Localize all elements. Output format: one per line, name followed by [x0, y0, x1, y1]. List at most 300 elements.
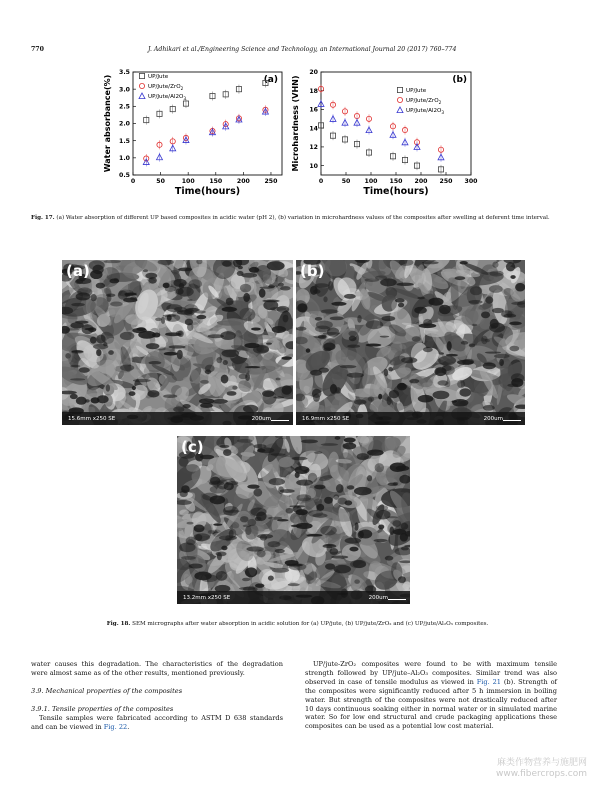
chart-microhardness	[288, 62, 488, 212]
fig18-label: Fig. 18.	[106, 621, 131, 627]
sem-pore	[213, 399, 228, 404]
sem-pore	[163, 314, 176, 317]
sem-info-a: 15.6mm x250 SE	[68, 416, 116, 422]
panel-label: (a)	[263, 75, 278, 85]
sem-pore	[262, 390, 274, 397]
sem-pore	[452, 400, 458, 402]
sem-pore	[398, 383, 405, 389]
sem-pore	[481, 336, 487, 345]
sem-pore	[392, 520, 401, 527]
sem-pore	[106, 384, 110, 391]
sem-pore	[313, 393, 320, 401]
sem-pore	[511, 373, 524, 382]
sem-pore	[109, 278, 119, 283]
sem-pore	[155, 318, 162, 321]
sem-pore	[96, 335, 105, 344]
sem-pore	[367, 475, 372, 481]
sem-pore	[344, 438, 356, 443]
sem-pore	[447, 341, 452, 351]
sem-pore	[163, 283, 170, 289]
paragraph-right-1-end: (b). Strength of the composites were significantly reduced after 5 h immersion in boiling water. But strength of the composites were not drastically reduced after 10 days continuous soaking either in normal water or in simulated marine water. So for low end structural and crude packaging applications these composites can be used as a potential low cost material.	[305, 677, 557, 731]
sem-pore	[489, 271, 503, 277]
sem-pore	[240, 284, 251, 293]
sem-pore	[148, 390, 160, 397]
sem-pore	[328, 281, 333, 291]
sem-pore	[223, 506, 239, 516]
sem-pore	[257, 449, 265, 453]
sem-pore	[327, 545, 333, 553]
sem-pore	[282, 385, 292, 395]
paragraph-right-1-text: UP/jute-ZrO₂ composites were found to be with maximum tensile strength followed by UP/jute–Al₂O₃ composites. Similar trend was also observed in case of tensile modulus as viewed in	[305, 660, 557, 686]
sem-pore	[273, 396, 284, 398]
sem-pore	[216, 551, 227, 556]
sem-pore	[296, 494, 311, 501]
chart-water-absorbance	[100, 62, 290, 212]
sem-pore	[470, 286, 482, 295]
sem-pore	[152, 333, 160, 338]
sem-pore	[459, 388, 471, 397]
sem-pore	[277, 519, 289, 522]
sem-pore	[378, 524, 384, 529]
sem-pore	[146, 343, 160, 349]
sem-pore	[120, 332, 135, 340]
sem-pore	[419, 323, 437, 328]
sem-pore	[243, 525, 252, 528]
legend-marker	[139, 83, 144, 88]
sem-pore	[378, 394, 382, 400]
sem-pore	[197, 315, 207, 319]
sem-pore	[344, 294, 356, 299]
sem-scalebar-a	[271, 420, 289, 421]
sem-pore	[278, 283, 284, 287]
legend-marker	[397, 107, 403, 113]
sem-pore	[387, 396, 392, 405]
series-1	[318, 121, 443, 174]
sem-pore	[296, 509, 308, 515]
sem-pore	[260, 535, 267, 541]
sem-pore	[313, 336, 325, 338]
sem-pore	[145, 273, 157, 279]
sem-pore	[181, 556, 196, 560]
paragraph-left-2-text: Tensile samples were fabricated according to ASTM D 638 standards and can be viewed in	[31, 713, 283, 731]
legend-entry: UP/Jute/ZrO$_2$	[406, 98, 442, 105]
fig17-caption	[31, 215, 565, 222]
sem-pore	[227, 391, 237, 396]
fig22-link[interactable]: Fig. 22	[103, 722, 128, 731]
sem-image-c	[177, 436, 410, 604]
sem-pore	[216, 571, 228, 581]
fig18-text: SEM micrographs after water absorption in acidic solution for (a) UP/jute, (b) UP/jute/ZrO₂ and (c) UP/jute/Al₂O₃ composites.	[132, 621, 489, 627]
sem-pore	[345, 538, 361, 544]
sem-pore	[272, 326, 286, 333]
y-tick-label: 1.5	[119, 137, 130, 145]
x-tick-label: 200	[236, 178, 250, 185]
legend-entry: $UP/Jute/Al2O_3$	[406, 108, 445, 115]
sem-pore	[417, 297, 425, 299]
legend-marker	[397, 87, 402, 92]
sem-pore	[515, 283, 525, 292]
sem-pore	[71, 303, 85, 306]
sem-pore	[353, 560, 367, 568]
watermark	[496, 758, 587, 780]
sem-pore	[161, 317, 165, 324]
sem-pore	[90, 270, 102, 279]
sem-image-b	[296, 260, 525, 425]
y-tick-label: 10	[309, 162, 318, 170]
sem-pore	[335, 436, 341, 440]
sem-pore	[108, 350, 114, 355]
sem-label-c: (c)	[181, 438, 204, 456]
sem-pore	[189, 564, 203, 569]
sem-pore	[251, 327, 261, 330]
sem-pore	[163, 394, 177, 398]
sem-pore	[409, 379, 419, 383]
sem-pore	[330, 316, 344, 320]
body-column-right	[305, 660, 557, 731]
sem-pore	[494, 354, 510, 359]
sem-pore	[120, 365, 134, 371]
sem-pore	[106, 294, 116, 297]
sem-pore	[70, 365, 80, 367]
sem-pore	[376, 505, 388, 511]
sem-scale-c: 200um	[368, 595, 388, 601]
sem-pore	[281, 356, 292, 359]
sem-pore	[148, 361, 161, 365]
sem-pore	[240, 516, 249, 522]
sem-pore	[222, 349, 240, 357]
sem-pore	[461, 341, 469, 345]
page-number: 770	[31, 46, 44, 53]
sem-pore	[323, 296, 327, 302]
sem-pore	[499, 359, 504, 366]
x-tick-label: 100	[364, 178, 378, 185]
sem-texture-c	[177, 436, 410, 604]
sem-pore	[357, 315, 361, 323]
sem-pore	[268, 576, 274, 581]
sem-pore	[412, 336, 421, 342]
sem-pore	[275, 549, 285, 553]
sem-pore	[288, 583, 300, 586]
sem-pore	[428, 299, 434, 305]
y-tick-label: 0.5	[119, 172, 130, 180]
sem-pore	[266, 342, 272, 344]
sem-pore	[503, 314, 516, 318]
sem-pore	[460, 261, 468, 265]
sem-pore	[347, 345, 360, 348]
sem-pore	[297, 303, 307, 312]
sem-pore	[280, 489, 295, 493]
sem-pore	[439, 352, 444, 355]
paragraph-right-1	[305, 660, 557, 731]
sem-pore	[96, 283, 105, 289]
sem-pore	[96, 349, 101, 356]
sem-scalebar-c	[388, 599, 406, 600]
sem-pore	[380, 336, 390, 338]
sem-pore	[269, 478, 285, 485]
x-tick-label: 200	[414, 178, 428, 185]
sem-pore	[247, 484, 259, 488]
sem-pore	[255, 583, 264, 587]
sem-pore	[485, 351, 501, 353]
sem-pore	[222, 307, 237, 312]
y-tick-label: 2.5	[119, 103, 130, 111]
journal-citation: J. Adhikari et al./Engineering Science and Technology, an International Journal 20 (2017) 760–774	[148, 46, 457, 53]
sem-pore	[310, 370, 322, 376]
sem-pore	[390, 463, 406, 472]
sem-pore	[320, 526, 337, 536]
sem-pore	[452, 399, 468, 406]
paragraph-left-2	[31, 714, 283, 732]
sem-pore	[422, 261, 439, 264]
sem-pore	[129, 391, 136, 396]
sem-pore	[237, 271, 244, 276]
sem-pore	[423, 347, 433, 352]
sem-pore	[296, 523, 313, 529]
sem-pore	[468, 300, 482, 304]
sem-pore	[321, 309, 339, 314]
sem-pore	[509, 322, 522, 326]
sem-pore	[387, 516, 398, 518]
sem-pore	[253, 488, 262, 496]
sem-pore	[355, 522, 359, 531]
sem-pore	[164, 352, 178, 356]
sem-pore	[330, 384, 337, 394]
sem-pore	[208, 530, 215, 534]
sem-pore	[314, 485, 325, 490]
sem-pore	[366, 320, 383, 329]
sem-pore	[187, 323, 193, 331]
sem-pore	[401, 523, 409, 530]
sem-pore	[242, 578, 250, 582]
sem-pore	[289, 505, 305, 507]
paragraph-left-2-end: .	[127, 722, 130, 731]
sem-pore	[509, 346, 519, 352]
sem-pore	[325, 563, 335, 569]
sem-pore	[223, 360, 228, 365]
sem-pore	[79, 367, 90, 373]
sem-pore	[221, 546, 227, 551]
sem-pore	[239, 374, 248, 379]
sem-pore	[312, 513, 327, 518]
sem-pore	[237, 439, 252, 443]
sem-pore	[77, 287, 92, 296]
sem-pore	[483, 405, 495, 411]
sem-pore	[130, 297, 137, 301]
sem-scalebar-b	[503, 420, 521, 421]
sem-pore	[347, 485, 354, 489]
sem-pore	[176, 331, 183, 336]
legend-entry: $UP/Jute/Al2O_3$	[148, 94, 187, 101]
y-tick-label: 18	[309, 87, 318, 95]
sem-pore	[213, 523, 222, 525]
x-tick-label: 250	[439, 178, 453, 185]
sem-pore	[308, 473, 317, 483]
sem-pore	[455, 276, 466, 280]
sem-pore	[374, 539, 388, 542]
y-axis-label: Water absorbance(%)	[103, 74, 112, 173]
sem-pore	[270, 307, 287, 311]
sem-pore	[384, 369, 388, 377]
x-tick-label: 250	[264, 178, 278, 185]
sem-pore	[317, 504, 325, 511]
sem-pore	[469, 343, 475, 347]
sem-pore	[388, 367, 392, 371]
sem-pore	[245, 366, 261, 368]
sem-pore	[366, 344, 382, 347]
sem-pore	[315, 326, 330, 333]
y-tick-label: 16	[309, 106, 318, 114]
sem-pore	[414, 307, 427, 314]
sem-pore	[490, 319, 499, 329]
x-axis-label: Time(hours)	[174, 186, 241, 197]
sem-pore	[395, 298, 405, 302]
sem-pore	[481, 312, 490, 319]
sem-pore	[286, 508, 294, 514]
legend-entry: UP/Jute/ZrO$_2$	[148, 84, 184, 91]
sem-pore	[506, 262, 515, 271]
sem-pore	[216, 357, 222, 363]
sem-pore	[249, 267, 259, 273]
sem-pore	[354, 487, 372, 495]
y-tick-label: 20	[309, 69, 318, 77]
sem-pore	[358, 531, 364, 539]
sem-pore	[268, 285, 275, 288]
sem-pore	[331, 555, 348, 558]
sem-pore	[296, 327, 306, 331]
sem-pore	[348, 331, 357, 337]
sem-pore	[169, 345, 186, 348]
sem-pore	[286, 564, 302, 567]
sem-pore	[507, 384, 518, 387]
sem-pore	[194, 571, 211, 580]
sem-pore	[89, 260, 105, 270]
sem-pore	[349, 547, 358, 552]
sem-pore	[186, 522, 193, 525]
sem-pore	[310, 286, 318, 295]
sem-pore	[259, 288, 266, 297]
sem-pore	[208, 334, 225, 338]
sem-pore	[136, 327, 145, 331]
sem-pore	[257, 550, 266, 558]
sem-pore	[314, 451, 322, 454]
sem-pore	[70, 394, 78, 399]
sem-pore	[133, 379, 151, 382]
sem-pore	[357, 453, 369, 460]
sem-pore	[301, 439, 318, 443]
sem-pore	[315, 317, 322, 321]
sem-pore	[492, 262, 498, 268]
x-tick-label: 150	[389, 178, 403, 185]
sem-pore	[433, 391, 450, 400]
y-tick-label: 12	[309, 144, 318, 152]
sem-pore	[226, 298, 234, 306]
sem-pore	[103, 342, 107, 346]
sem-pore	[434, 367, 446, 376]
sem-pore	[200, 403, 213, 408]
sem-pore	[276, 378, 281, 381]
sem-pore	[295, 472, 300, 478]
watermark-line-2: www.fibercrops.com	[496, 769, 587, 779]
watermark-line-1: 麻类作物营养与施肥网	[496, 758, 587, 768]
fig21-link[interactable]: Fig. 21	[476, 677, 501, 686]
sem-pore	[306, 348, 310, 352]
sem-pore	[91, 397, 100, 403]
sem-image-a	[62, 260, 293, 425]
sem-pore	[307, 534, 323, 537]
sem-pore	[220, 445, 230, 448]
sem-texture-b	[296, 260, 525, 425]
sem-info-c: 13.2mm x250 SE	[183, 595, 231, 601]
sem-pore	[181, 485, 190, 493]
body-column-left	[31, 660, 283, 731]
paragraph-left-1: water causes this degradation. The characteristics of the degradation were almost same as of the other results, mentioned previously.	[31, 660, 283, 677]
sem-pore	[166, 304, 182, 312]
sem-pore	[72, 350, 83, 353]
y-tick-label: 2.0	[119, 120, 130, 128]
sem-pore	[256, 345, 268, 353]
sem-pore	[323, 343, 335, 351]
plot-frame	[321, 72, 471, 175]
sem-label-a: (a)	[66, 262, 90, 280]
sem-pore	[143, 269, 148, 272]
sem-pore	[90, 337, 97, 344]
y-tick-label: 1.0	[119, 155, 130, 163]
sem-pore	[272, 568, 289, 573]
sem-pore	[195, 534, 202, 541]
sem-pore	[205, 370, 212, 375]
sem-pore	[323, 332, 341, 335]
sem-pore	[375, 275, 387, 279]
sem-pore	[238, 266, 243, 269]
sem-pore	[347, 373, 364, 378]
sem-pore	[367, 449, 384, 455]
legend-marker	[397, 97, 402, 102]
sem-pore	[178, 287, 194, 297]
sem-pore	[321, 443, 338, 446]
x-tick-label: 50	[341, 178, 351, 185]
sem-pore	[243, 293, 250, 302]
subsection-heading: 3.9.1. Tensile properties of the composites	[31, 704, 174, 713]
legend-marker	[139, 73, 144, 78]
sem-pore	[85, 399, 90, 402]
sem-pore	[221, 375, 229, 384]
sem-pore	[437, 380, 448, 385]
sem-scale-b: 200um	[483, 416, 503, 422]
legend-entry: UP/Jute	[148, 74, 169, 81]
sem-pore	[340, 365, 356, 368]
sem-pore	[200, 380, 209, 384]
sem-pore	[354, 399, 366, 404]
sem-pore	[334, 565, 351, 574]
sem-pore	[485, 296, 493, 303]
x-tick-label: 0	[130, 178, 136, 185]
sem-pore	[472, 324, 478, 326]
sem-texture-a	[62, 260, 293, 425]
sem-pore	[177, 350, 183, 360]
sem-pore	[229, 530, 234, 539]
sem-pore	[267, 261, 285, 270]
sem-pore	[438, 356, 456, 365]
sem-pore	[210, 495, 225, 504]
x-axis-label: Time(hours)	[363, 186, 429, 197]
sem-pore	[209, 481, 224, 486]
sem-pore	[182, 404, 190, 408]
sem-pore	[70, 378, 85, 380]
sem-pore	[223, 449, 232, 456]
sem-pore	[510, 275, 515, 279]
sem-pore	[381, 316, 395, 321]
sem-pore	[354, 579, 360, 583]
